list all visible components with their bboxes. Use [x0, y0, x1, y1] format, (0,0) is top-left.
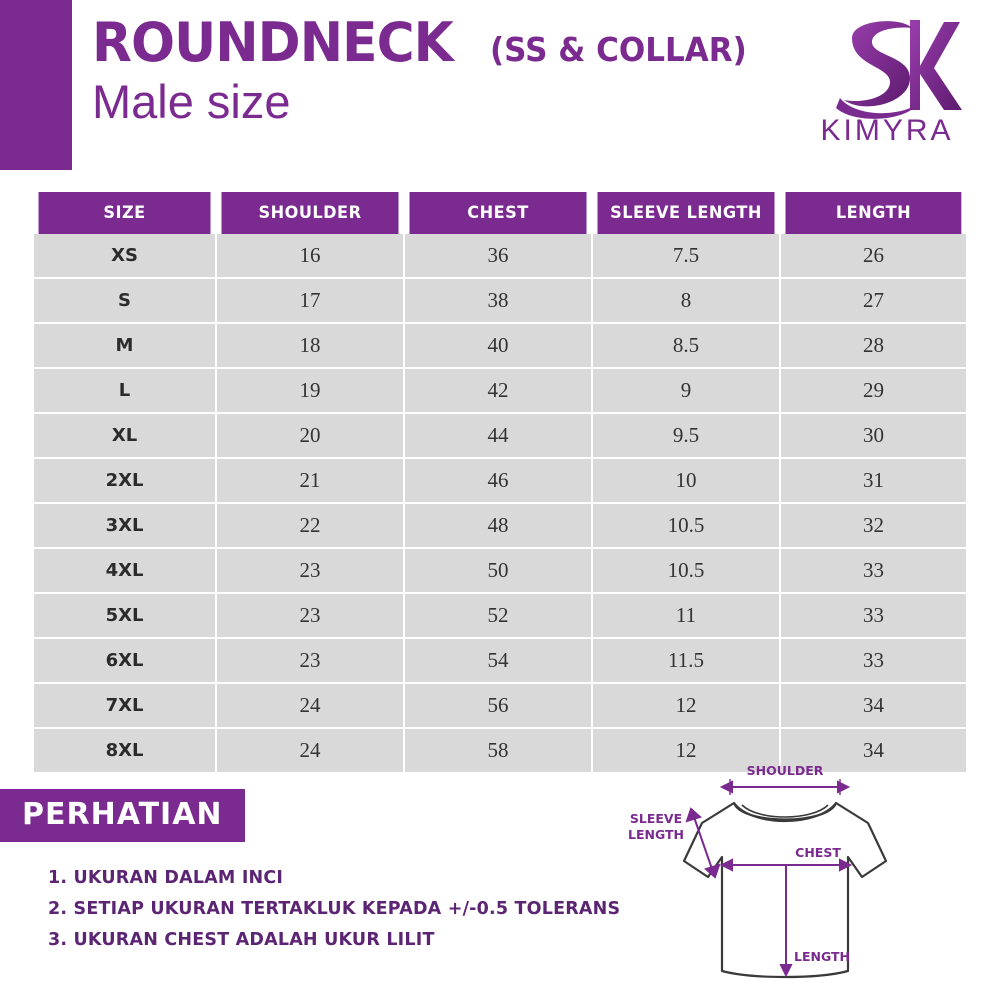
cell-length: 33: [780, 548, 966, 593]
cell-length: 28: [780, 323, 966, 368]
cell-size: 4XL: [34, 548, 216, 593]
cell-sleeve: 10.5: [592, 503, 780, 548]
cell-sleeve: 10.5: [592, 548, 780, 593]
cell-sleeve: 9: [592, 368, 780, 413]
cell-chest: 36: [404, 234, 592, 278]
tshirt-measurement-diagram: [622, 765, 962, 990]
cell-chest: 40: [404, 323, 592, 368]
cell-size: 3XL: [34, 503, 216, 548]
cell-chest: 52: [404, 593, 592, 638]
table-row: [34, 638, 966, 683]
table-row: [34, 593, 966, 638]
cell-size: 8XL: [34, 728, 216, 773]
cell-shoulder: 16: [216, 234, 404, 278]
table-body: [34, 234, 966, 773]
cell-length: 26: [780, 234, 966, 278]
cell-shoulder: 22: [216, 503, 404, 548]
cell-sleeve: 9.5: [592, 413, 780, 458]
brand-name: KIMYRA: [820, 114, 954, 147]
cell-sleeve: 7.5: [592, 234, 780, 278]
page-header: [0, 0, 1000, 178]
table-head: [34, 192, 966, 234]
table-row: [34, 503, 966, 548]
tshirt-diagram-icon: [622, 765, 962, 990]
list-item: 2. SETIAP UKURAN TERTAKLUK KEPADA +/-0.5 TOLERANS: [48, 899, 621, 920]
cell-shoulder: 17: [216, 278, 404, 323]
cell-chest: 46: [404, 458, 592, 503]
sk-monogram-icon: [792, 12, 982, 122]
list-item: 1. UKURAN DALAM INCI: [48, 868, 284, 888]
table-row: [34, 234, 966, 278]
cell-length: 30: [780, 413, 966, 458]
cell-shoulder: 20: [216, 413, 404, 458]
page-title-secondary: Male size: [92, 75, 291, 128]
page-title: ROUNDNECK: [92, 11, 453, 74]
cell-length: 31: [780, 458, 966, 503]
cell-size: XS: [34, 234, 216, 278]
cell-length: 27: [780, 278, 966, 323]
cell-length: 29: [780, 368, 966, 413]
cell-length: 33: [780, 638, 966, 683]
cell-sleeve: 8: [592, 278, 780, 323]
col-length: LENGTH: [785, 192, 962, 234]
cell-sleeve: 11: [592, 593, 780, 638]
label-length: LENGTH: [794, 949, 850, 964]
label-sleeve-line1: SLEEVE: [629, 811, 683, 826]
table-row: [34, 323, 966, 368]
cell-sleeve: 11.5: [592, 638, 780, 683]
cell-shoulder: 23: [216, 548, 404, 593]
cell-chest: 44: [404, 413, 592, 458]
col-chest: CHEST: [409, 192, 588, 234]
cell-size: 2XL: [34, 458, 216, 503]
cell-length: 33: [780, 593, 966, 638]
brand-logo: [792, 12, 982, 152]
cell-sleeve: 8.5: [592, 323, 780, 368]
cell-length: 34: [780, 728, 966, 773]
header-accent-bar: [0, 0, 72, 170]
cell-size: 7XL: [34, 683, 216, 728]
cell-size: S: [34, 278, 216, 323]
cell-size: M: [34, 323, 216, 368]
cell-shoulder: 21: [216, 458, 404, 503]
table-row: [34, 458, 966, 503]
cell-chest: 56: [404, 683, 592, 728]
table-row: [34, 548, 966, 593]
cell-shoulder: 23: [216, 638, 404, 683]
col-size: SIZE: [39, 192, 212, 234]
cell-size: 6XL: [34, 638, 216, 683]
label-shoulder: SHOULDER: [746, 765, 824, 778]
notice-badge: PERHATIAN: [0, 789, 245, 842]
cell-chest: 48: [404, 503, 592, 548]
cell-sleeve: 10: [592, 458, 780, 503]
list-item: 3. UKURAN CHEST ADALAH UKUR LILIT: [48, 930, 435, 951]
cell-shoulder: 24: [216, 728, 404, 773]
label-chest: CHEST: [795, 845, 841, 860]
cell-size: L: [34, 368, 216, 413]
label-sleeve-line2: LENGTH: [628, 827, 684, 842]
cell-chest: 54: [404, 638, 592, 683]
table-row: [34, 413, 966, 458]
notice-list: [48, 863, 620, 956]
cell-shoulder: 19: [216, 368, 404, 413]
size-chart-table-wrap: [34, 192, 966, 774]
cell-shoulder: 18: [216, 323, 404, 368]
page-subtitle: (SS & COLLAR): [489, 30, 747, 69]
cell-length: 34: [780, 683, 966, 728]
cell-size: 5XL: [34, 593, 216, 638]
table-row: [34, 368, 966, 413]
cell-chest: 38: [404, 278, 592, 323]
table-header-row: [34, 192, 966, 234]
table-row: [34, 278, 966, 323]
cell-length: 32: [780, 503, 966, 548]
cell-sleeve: 12: [592, 728, 780, 773]
cell-shoulder: 23: [216, 593, 404, 638]
col-shoulder: SHOULDER: [221, 192, 400, 234]
cell-sleeve: 12: [592, 683, 780, 728]
table-row: [34, 683, 966, 728]
cell-shoulder: 24: [216, 683, 404, 728]
size-chart-table: [34, 192, 966, 774]
notice-section: [0, 765, 1000, 1000]
cell-chest: 50: [404, 548, 592, 593]
cell-size: XL: [34, 413, 216, 458]
col-sleeve-length: SLEEVE LENGTH: [597, 192, 776, 234]
cell-chest: 42: [404, 368, 592, 413]
cell-chest: 58: [404, 728, 592, 773]
